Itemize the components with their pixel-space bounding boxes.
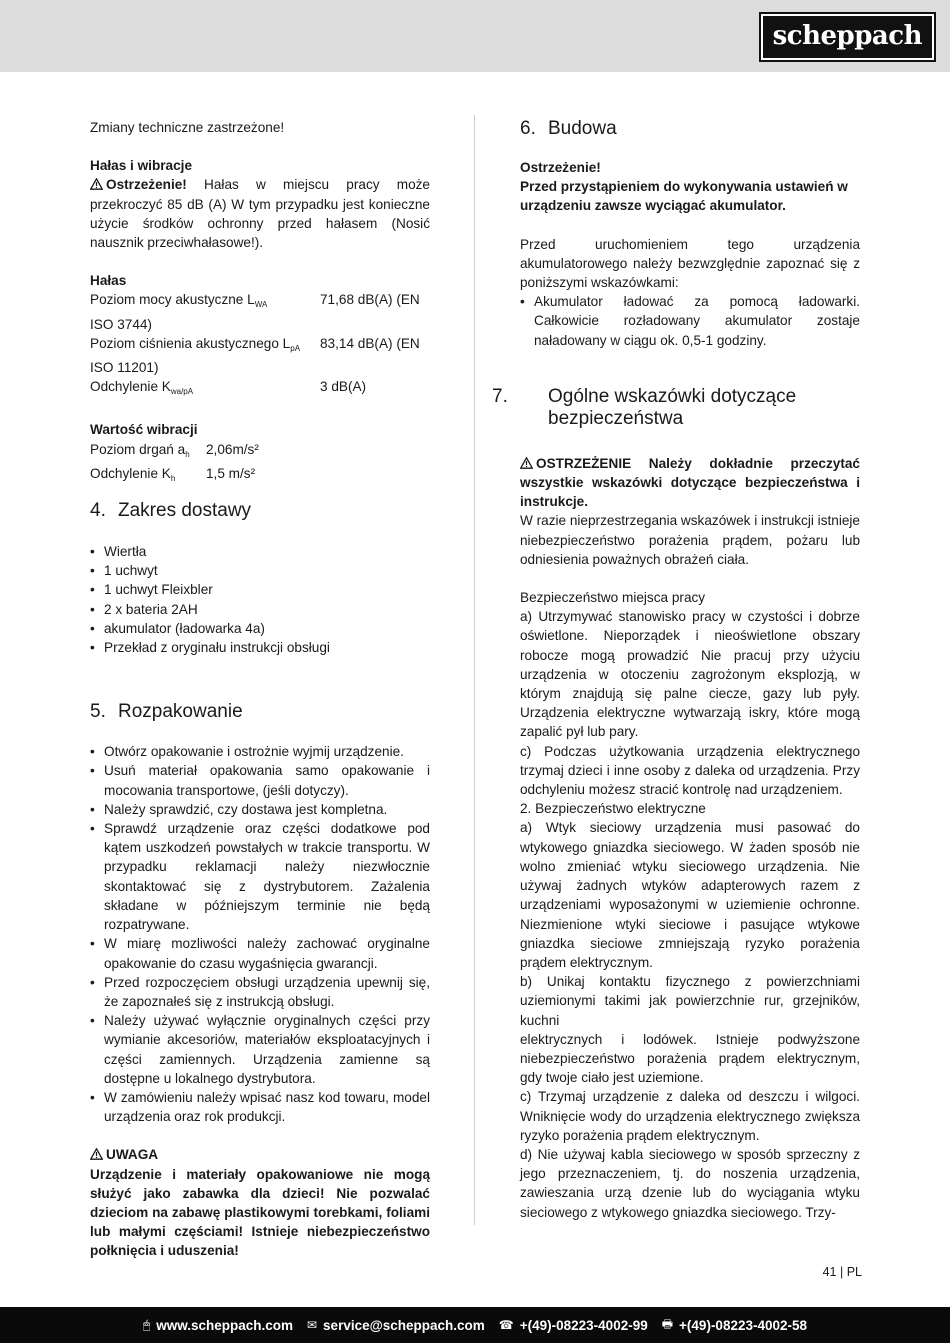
work-area-a: a) Utrzymywać stanowisko pracy w czystości i dobrze oświetlone. Nieporządek i nieoświetlone obszary robocze mogą prowadzić Nie pracuj przy użyciu urządzenia w otoczeniu zagrożonym eksplozją, w którym znajdują się palne ciecze, gazy lub pyły. Urządzenia elektryczne wytwarzają iskry, które mogą zapalić pył lub pary. xyxy=(520,609,860,740)
header-bar xyxy=(0,0,950,72)
caution-label: UWAGA xyxy=(106,1147,159,1163)
noise-row-label: Poziom mocy akustyczne L xyxy=(90,292,255,308)
noise-row-sub: WA xyxy=(254,300,268,310)
vibration-row-sub: h xyxy=(170,473,176,483)
noise-row xyxy=(90,290,430,314)
noise-table xyxy=(90,290,430,401)
vibration-row xyxy=(90,440,430,464)
fax-icon: 🖶 xyxy=(661,1316,674,1331)
list-item: • 2 x bateria 2AH xyxy=(90,600,430,619)
list-item: • Wiertła xyxy=(90,542,430,561)
vibration-row-value: 2,06m/s² xyxy=(206,441,259,457)
electrical-b-part2: elektrycznych i lodówek. Istnieje podwyższone niebezpieczeństwo porażenia prądem elektrycznym, gdy twoje ciało jest uziemione. xyxy=(520,1031,860,1086)
footer-phone-text: +(49)-08223-4002-99 xyxy=(519,1317,648,1333)
list-item: • Otwórz opakowanie i ostrożnie wyjmij urządzenie. xyxy=(90,742,430,761)
electrical-c: c) Trzymaj urządzenie z daleka od deszczu i wilgoci. Wniknięcie wody do urządzenia elektrycznego zwiększa ryzyko porażenia prądem elektrycznym. xyxy=(520,1089,860,1143)
section-title: Budowa xyxy=(548,118,617,139)
delivery-scope-list xyxy=(90,542,430,657)
list-item: • Usuń materiał opakowania samo opakowanie i mocowania transportowe, (jeśli dotyczy). xyxy=(90,761,430,799)
list-item: • 1 uchwyt Fleixbler xyxy=(90,580,430,599)
noise-row-value: 83,14 dB(A) (EN xyxy=(320,335,420,351)
noise-row-value: 3 dB(A) xyxy=(320,379,367,395)
section-number: 5. xyxy=(90,701,106,723)
footer-bar xyxy=(0,1307,950,1343)
noise-vibration-heading: Hałas i wibracje xyxy=(90,158,193,174)
electrical-safety-title: 2. Bezpieczeństwo elektryczne xyxy=(520,801,706,817)
section-6-heading xyxy=(520,118,860,140)
electrical-b-part1: b) Unikaj kontaktu fizycznego z powierzchniami uziemionymi takimi jak powierzchnie rur, grzejników, kuchni xyxy=(520,974,860,1028)
vibration-row-value: 1,5 m/s² xyxy=(206,465,256,481)
list-item: • Sprawdź urządzenie oraz części dodatkowe pod kątem uszkodzeń powstałych w trakcie transportu. W przypadku reklamacji należy niezwłocznie skontaktować się z dystrybutorem. Zażalenia składane w późniejszym terminie nie będą rozpatrywane. xyxy=(90,819,430,934)
electrical-d: d) Nie używaj kabla sieciowego w sposób sprzeczny z jego przeznaczeniem, tj. do noszenia urządzenia, zawieszania urzą dzenie lub do wyciągania wtyku sieciowego z wtykowego gniazdka sieciowego. Trzy- xyxy=(520,1146,860,1220)
vibration-table xyxy=(90,440,430,488)
section-title: Rozpakowanie xyxy=(118,701,243,723)
vibration-row-label: Odchylenie K xyxy=(90,465,171,481)
caution-heading xyxy=(90,1145,430,1164)
section-title: Zakres dostawy xyxy=(118,500,252,522)
footer-email-text: service@scheppach.com xyxy=(323,1317,485,1333)
section-number: 6. xyxy=(520,118,536,139)
vibration-heading: Wartość wibracji xyxy=(90,422,198,438)
safety-warning-consequence: W razie nieprzestrzegania wskazówek i instrukcji istnieje niebezpieczeństwo porażenia prądem, pożaru lub odniesienia poważnych obrażeń ciała. xyxy=(520,513,860,567)
assembly-list xyxy=(520,292,860,350)
safety-warning-text: OSTRZEŻENIE Należy dokładnie przeczytać wszystkie wskazówki dotyczące bezpieczeństwa i instrukcje. xyxy=(520,455,860,510)
footer-website[interactable] xyxy=(143,1318,293,1333)
list-item: • 1 uchwyt xyxy=(90,561,430,580)
right-column xyxy=(492,118,860,1222)
list-item: • Akumulator ładować za pomocą ładowarki. Całkowicie rozładowany akumulator zostaje naładowany w ciągu ok. 0,5-1 godziny. xyxy=(520,292,860,350)
phone-icon: ☎ xyxy=(498,1318,514,1332)
list-item: • Należy sprawdzić, czy dostawa jest kompletna. xyxy=(90,800,430,819)
section-number: 7. xyxy=(492,385,508,407)
vibration-row-label: Poziom drgań a xyxy=(90,441,186,457)
column-divider xyxy=(474,115,475,1225)
section-5-heading xyxy=(90,701,430,723)
noise-row-sub: wa/pA xyxy=(170,387,194,397)
assembly-intro: Przed uruchomieniem tego urządzenia akumulatorowego należy bezwzględnie zapoznać się z poniższymi wskazówkami: xyxy=(520,236,860,291)
technical-changes-notice: Zmiany techniczne zastrzeżone! xyxy=(90,120,285,135)
section-7-heading xyxy=(492,385,860,430)
footer-phone[interactable] xyxy=(499,1318,648,1333)
noise-heading: Hałas xyxy=(90,273,127,289)
section-4-heading xyxy=(90,500,430,522)
list-item: • Przekład z oryginału instrukcji obsługi xyxy=(90,638,430,657)
footer-fax-text: +(49)-08223-4002-58 xyxy=(679,1317,808,1333)
noise-row-label: Poziom ciśnienia akustycznego L xyxy=(90,335,291,351)
mail-icon: ✉ xyxy=(306,1318,318,1332)
list-item: • akumulator (ładowarka 4a) xyxy=(90,619,430,638)
footer-website-text: www.scheppach.com xyxy=(156,1317,293,1333)
caution-text: Urządzenie i materiały opakowaniowe nie mogą służyć jako zabawka dla dzieci! Nie pozwalać dzieciom na zabawę plastikowymi torebkami, foliami lub małymi częściami! Istnieje niebezpieczeństwo połknięcia i uduszenia! xyxy=(90,1166,430,1259)
noise-warning-paragraph xyxy=(90,175,430,252)
scheppach-logo: scheppach xyxy=(761,14,934,60)
list-item: • Przed rozpoczęciem obsługi urządzenia upewnij się, że zapoznałeś się z instrukcją obsługi. xyxy=(90,973,430,1011)
warning-triangle-icon xyxy=(90,178,103,190)
list-item: • Należy używać wyłącznie oryginalnych części przy wymianie akcesoriów, materiałów eksploatacyjnych i części zamiennych. Urządzenia zamienne są dostępne u lokalnego dystrybutora. xyxy=(90,1011,430,1088)
list-item: • W zamówieniu należy wpisać nasz kod towaru, model urządzenia oraz rok produkcji. xyxy=(90,1088,430,1126)
footer-fax[interactable] xyxy=(662,1315,807,1336)
noise-row-value: 71,68 dB(A) (EN xyxy=(320,292,420,308)
noise-row-cont: ISO 11201) xyxy=(90,360,159,376)
section-number: 4. xyxy=(90,500,106,522)
vibration-row xyxy=(90,464,430,488)
left-column xyxy=(90,118,430,1261)
warning-triangle-icon xyxy=(90,1148,103,1160)
monitor-icon: 🖱 xyxy=(142,1317,151,1332)
noise-warning-label: Ostrzeżenie! xyxy=(106,177,187,193)
page-number: 41 | PL xyxy=(822,1265,862,1279)
section-title: Ogólne wskazówki dotyczące bezpieczeństwa xyxy=(548,385,797,429)
noise-row-label: Odchylenie K xyxy=(90,379,171,395)
assembly-warning-label: Ostrzeżenie! xyxy=(520,160,601,175)
noise-row xyxy=(90,334,430,358)
safety-warning xyxy=(520,454,860,512)
footer-email[interactable] xyxy=(307,1318,485,1333)
noise-warning-text: Hałas w miejscu pracy może przekroczyć 85 dB (A) W tym przypadku jest konieczne użycie środków ochronny przed hałasem (Nosić nausznik przeciwhałasowe!). xyxy=(90,177,430,251)
assembly-warning-text: Przed przystąpieniem do wykonywania ustawień w urządzeniu zawsze wyciągać akumulator. xyxy=(520,179,848,214)
list-item: • W miarę mozliwości należy zachować oryginalne opakowanie do czasu wygaśnięcia gwarancji. xyxy=(90,934,430,972)
electrical-a: a) Wtyk sieciowy urządzenia musi pasować do wtykowego gniazdka sieciowego. W żaden sposób nie wolno zmieniać wtyku sieciowego urządzenia. Nie używaj żadnych wtyków adapterowych razem z urządzeniami wyposażonymi w uziemienie ochronne. Niezmienione wtyki sieciowe i pasujące wtykowe gniazdka sieciowe zmniejszają ryzyko porażenia prądem elektrycznym. xyxy=(520,820,860,970)
unpacking-list xyxy=(90,742,430,1126)
noise-row-cont: ISO 3744) xyxy=(90,316,152,332)
warning-triangle-icon xyxy=(520,457,533,469)
work-area-safety-title: Bezpieczeństwo miejsca pracy xyxy=(520,590,706,606)
work-area-c: c) Podczas użytkowania urządzenia elektrycznego trzymaj dzieci i inne osoby z daleka od urządzenia. Przy odchyleniu możesz stracić kontrolę nad urządzeniem. xyxy=(520,743,860,798)
vibration-row-sub: h xyxy=(185,449,190,459)
noise-row xyxy=(90,377,430,401)
noise-row-sub: pA xyxy=(290,343,301,353)
